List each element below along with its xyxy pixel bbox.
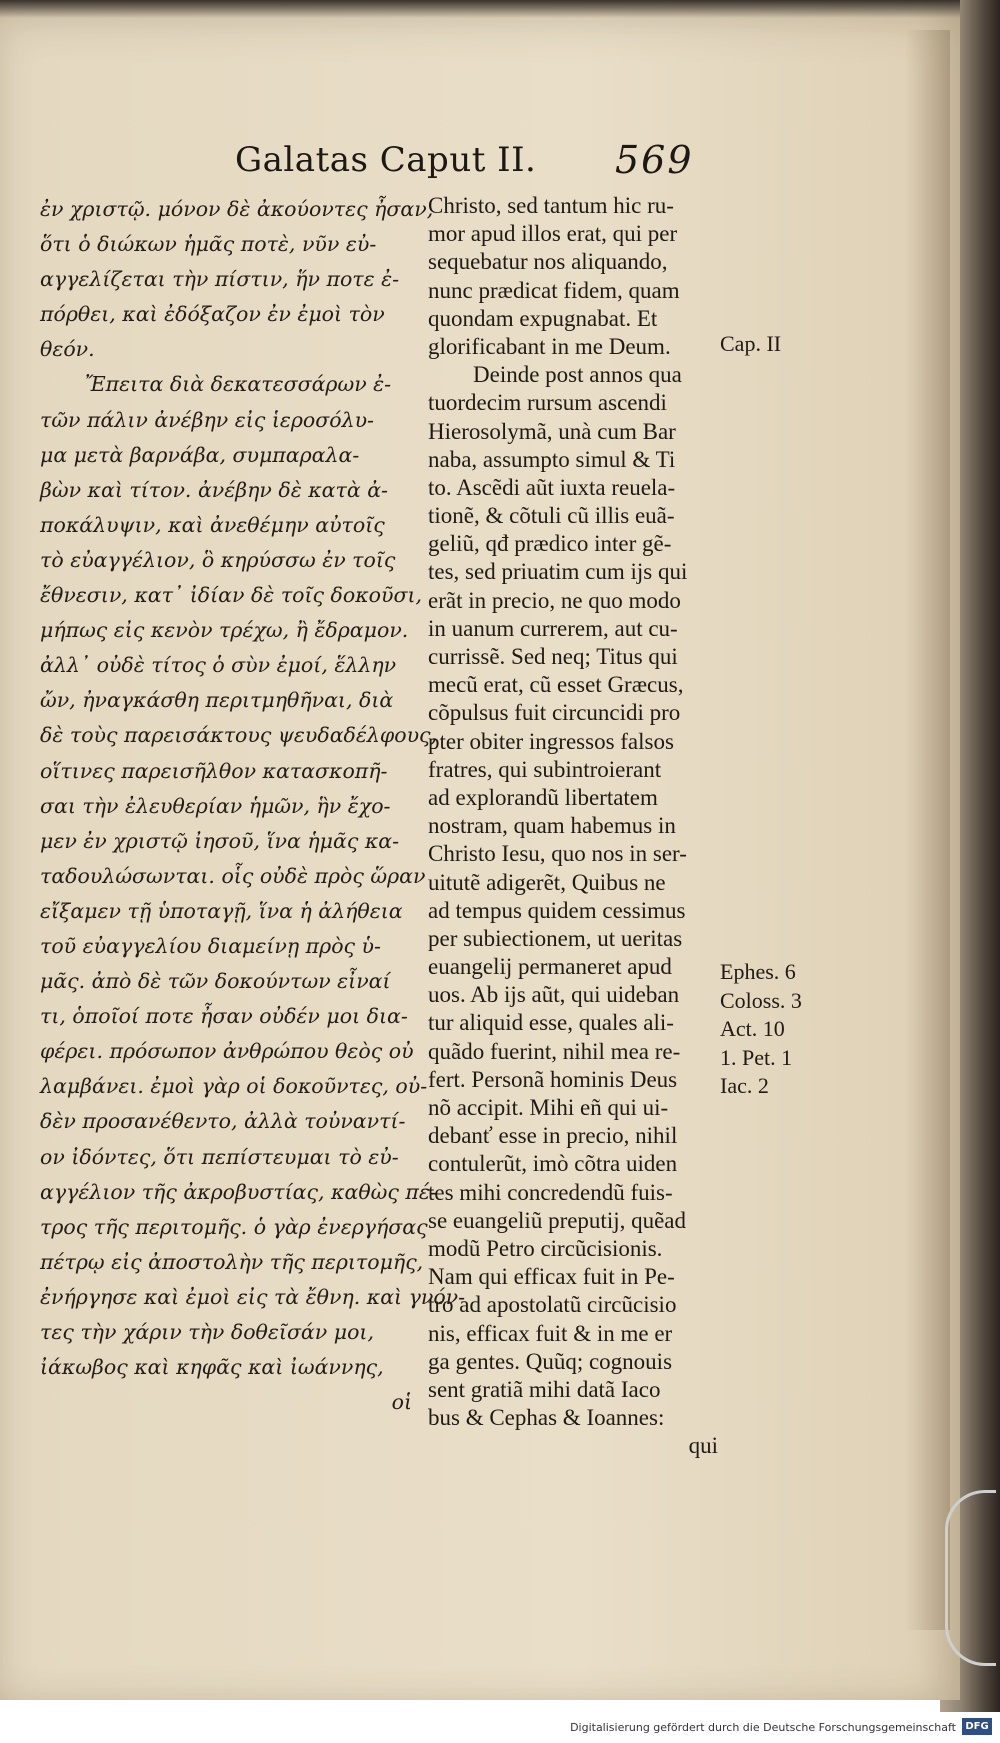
greek-text-line: μήπως εἰς κενὸν τρέχω, ἢ ἔδραμον. [40, 618, 409, 643]
greek-text-line: λαμβάνει. ἐμοὶ γὰρ οἱ δοκοῦντες, οὐ- [40, 1074, 428, 1099]
latin-text-line: ad explorandũ libertatem [428, 784, 658, 810]
greek-text-line: τὸ εὐαγγέλιον, ὃ κηρύσσω ἐν τοῖς [40, 547, 396, 572]
latin-text-line: mecũ erat, cũ esset Græcus, [428, 672, 684, 698]
greek-text-line: ἀλλ᾿ οὐδὲ τίτος ὁ σὺν ἐμοί, ἕλλην [40, 653, 397, 678]
latin-text-line: nis, efficax fuit & in me er [428, 1320, 673, 1346]
top-shadow [0, 0, 960, 18]
latin-text-line: Hierosolymã, unà cum Bar [428, 418, 676, 444]
latin-text-line: tes mihi concredendũ fuis- [428, 1179, 673, 1205]
latin-text-line: uos. Ab ijs aũt, qui uideban [428, 982, 680, 1008]
latin-text-line: to. Ascẽdi aũt iuxta reuela- [428, 474, 676, 500]
greek-text-line: ὅτι ὁ διώκων ἡμᾶς ποτὲ, νῦν εὐ- [40, 232, 377, 257]
latin-text-line: qui [688, 1433, 718, 1459]
latin-text-line: nõ accipit. Mihi eñ qui ui- [428, 1095, 669, 1120]
latin-text-line: mor apud illos erat, qui per [428, 221, 678, 247]
page-clip [945, 1490, 996, 1666]
margin-reference: Coloss. 3 [720, 987, 802, 1013]
greek-text-line: τες τὴν χάριν τὴν δοθεῖσάν μοι, [40, 1320, 374, 1344]
greek-text-line: ἰάκωβος καὶ κηφᾶς καὶ ἰωάννης, [40, 1355, 384, 1380]
latin-text-line: nunc prædicat fidem, quam [428, 277, 680, 303]
greek-text-line: αγγέλιον τῆς ἀκροβυστίας, καθὼς πέ- [40, 1179, 437, 1204]
latin-text-line: pter obiter ingressos falsos [428, 728, 674, 754]
greek-text-line: ἔθνεσιν, κατ᾿ ἰδίαν δὲ τοῖς δοκοῦσι, [40, 583, 423, 608]
latin-text-line: erãt in precio, ne quo modo [428, 587, 681, 613]
latin-text-line: ad tempus quidem cessimus [428, 897, 686, 923]
latin-text-line: sent gratiã mihi datã Iaco [428, 1376, 661, 1402]
greek-text-line: ον ἰδόντες, ὅτι πεπίστευμαι τὸ εὐ- [40, 1144, 399, 1169]
latin-text-line: quondam expugnabat. Et [428, 305, 658, 331]
greek-text-line: ἐν χριστῷ. μόνον δὲ ἀκούοντες ἦσαν, [40, 197, 434, 221]
greek-text-line: θεόν. [40, 337, 95, 362]
margin-reference: 1. Pet. 1 [720, 1044, 793, 1070]
latin-text-line: Christo Iesu, quo nos in ser- [428, 841, 687, 867]
latin-text-line: tur aliquid esse, quales ali- [428, 1010, 674, 1036]
latin-text-line: sequebatur nos aliquando, [428, 249, 668, 275]
margin-references [720, 958, 830, 1101]
latin-text-line: in uanum currerem, aut cu- [428, 615, 678, 641]
latin-text-line: per subiectionem, ut ueritas [428, 925, 683, 951]
greek-text-line: οἵτινες παρεισῆλθον κατασκοπῆ- [40, 758, 388, 783]
latin-text-line: tes, sed priuatim cum ijs qui [428, 559, 688, 585]
funding-notice: Digitalisierung gefördert durch die Deutsche Forschungsgemeinschaft [570, 1721, 956, 1734]
latin-text-line: uitutẽ adigerẽt, Quibus ne [428, 869, 666, 895]
latin-text-line: currissẽ. Sed neq; Titus qui [428, 644, 678, 669]
latin-text-line: fratres, qui subintroierant [428, 756, 662, 782]
greek-text-line: βὼν καὶ τίτον. ἀνέβην δὲ κατὰ ἀ- [40, 477, 388, 502]
latin-text-line: tionẽ, & cõtuli cũ illis euã- [428, 503, 675, 529]
latin-text-line: contulerũt, imò cõtra uiden [428, 1151, 678, 1177]
latin-text-line: Deinde post annos qua [473, 362, 682, 388]
latin-text-line: modũ Petro circũcisionis. [428, 1235, 663, 1261]
greek-text-line: πέτρῳ εἰς ἀποστολὴν τῆς περιτομῆς, [40, 1249, 424, 1274]
latin-text-line: se euangeliũ preputij, quẽad [428, 1207, 687, 1233]
latin-text-line: Christo, sed tantum hic ru- [428, 193, 674, 218]
greek-text-line: δὲν προσανέθεντο, ἀλλὰ τοὐναντί- [40, 1109, 406, 1134]
latin-text-line: debanť esse in precio, nihil [428, 1123, 678, 1149]
latin-text-line: Nam qui efficax fuit in Pe- [428, 1264, 675, 1290]
gutter-shadow [905, 30, 950, 1630]
greek-text-line: μα μετὰ βαρνάβα, συμπαραλα- [40, 442, 360, 467]
greek-text-line: σαι τὴν ἐλευθερίαν ἡμῶν, ἣν ἔχο- [40, 793, 391, 818]
greek-text-line: δὲ τοὺς παρεισάκτους ψευδαδέλφους, [40, 723, 438, 748]
greek-text-line: πόρθει, καὶ ἐδόξαζον ἐν ἐμοὶ τὸν [40, 302, 385, 327]
folio-number: 569 [615, 138, 694, 182]
greek-text-line: τι, ὁποῖοί ποτε ἦσαν οὐδέν μοι δια- [40, 1004, 408, 1029]
margin-reference: Ephes. 6 [720, 959, 796, 984]
latin-text-line: fert. Personã hominis Deus [428, 1066, 678, 1092]
greek-text-line: αγγελίζεται τὴν πίστιν, ἥν ποτε ἐ- [40, 267, 400, 292]
greek-text-line: τῶν πάλιν ἀνέβην εἰς ἱεροσόλυ- [40, 407, 374, 432]
greek-text-line: μᾶς. ἀπὸ δὲ τῶν δοκούντων εἶναί [40, 969, 391, 994]
latin-text-line: nostram, quam habemus in [428, 813, 676, 839]
running-title: Galatas Caput II. [235, 140, 537, 180]
latin-text-line: quãdo fuerint, nihil mea re- [428, 1038, 681, 1064]
greek-text-line: ταδουλώσωνται. οἷς οὐδὲ πρὸς ὥραν [40, 863, 426, 888]
greek-text-line: οἱ [391, 1390, 412, 1415]
greek-text-line: εἴξαμεν τῇ ὑποταγῇ, ἵνα ἡ ἀλήθεια [40, 898, 403, 923]
greek-text-column [40, 192, 466, 1420]
greek-text-line: ἐνήργησε καὶ ἐμοὶ εἰς τὰ ἔθνη. καὶ γνόν- [40, 1284, 466, 1309]
greek-text-line: ποκάλυψιν, καὶ ἀνεθέμην αὐτοῖς [40, 512, 385, 537]
latin-text-line: naba, assumpto simul & Ti [428, 446, 676, 472]
dfg-logo: DFG [962, 1718, 992, 1735]
greek-text-line: ὤν, ἠναγκάσθη περιτμηθῆναι, διὰ [40, 688, 394, 713]
greek-text-line: φέρει. πρόσωπον ἀνθρώπου θεὸς οὐ [40, 1039, 414, 1064]
footer-bar [0, 1712, 1000, 1743]
latin-text-line: ga gentes. Quũq; cognouis [428, 1348, 673, 1374]
greek-text-line: μεν ἐν χριστῷ ἰησοῦ, ἵνα ἡμᾶς κα- [40, 828, 400, 853]
latin-text-line: tuordecim rursum ascendi [428, 390, 667, 416]
latin-text-line: cõpulsus fuit circuncidi pro [428, 700, 681, 726]
margin-reference: Act. 10 [720, 1016, 785, 1041]
latin-text-line: bus & Cephas & Ioannes: [428, 1405, 665, 1431]
margin-reference: Iac. 2 [720, 1073, 769, 1098]
latin-text-column [428, 192, 718, 1460]
greek-text-line: τοῦ εὐαγγελίου διαμείνῃ πρὸς ὑ- [40, 933, 381, 958]
latin-text-line: euangelij permaneret apud [428, 954, 672, 980]
margin-note-chapter [720, 330, 830, 359]
greek-text-line: τρος τῆς περιτομῆς. ὁ γὰρ ἐνεργήσας [40, 1214, 428, 1239]
greek-text-line: Ἔπειτα διὰ δεκατεσσάρων ἐ- [85, 372, 392, 397]
latin-text-line: geliũ, qđ prædico inter gẽ- [428, 531, 672, 557]
latin-text-line: tro ad apostolatũ circũcisio [428, 1292, 677, 1318]
latin-text-line: glorificabant in me Deum. [428, 333, 671, 359]
chapter-marker: Cap. II [720, 331, 782, 356]
